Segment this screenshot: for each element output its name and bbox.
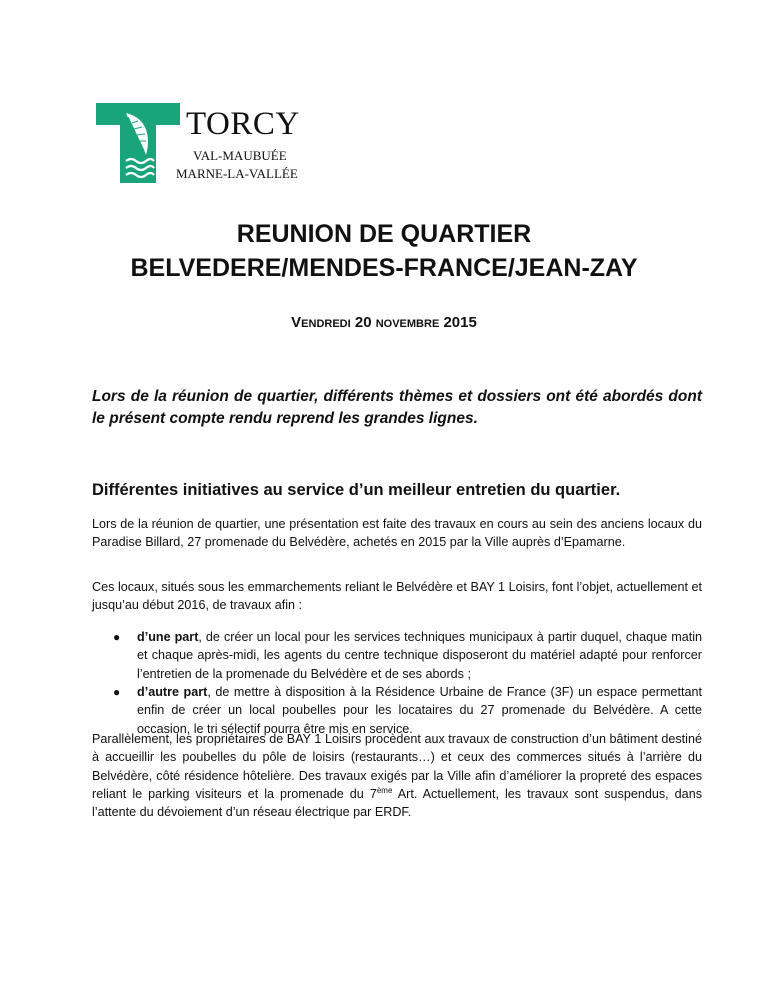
bullet-dot-icon: ● xyxy=(113,630,121,644)
document-title-line-2: BELVEDERE/MENDES-FRANCE/JEAN-ZAY xyxy=(130,254,638,282)
date-weekday: Vendredi xyxy=(291,314,351,331)
logo-subtitle-2: MARNE-LA-VALLÉE xyxy=(176,166,298,181)
logo-subtitle-1: VAL-MAUBUÉE xyxy=(193,148,287,163)
paragraph-3 xyxy=(92,730,702,821)
bullet-lead-2: d’autre part xyxy=(137,685,208,699)
intro-paragraph: Lors de la réunion de quartier, différents thèmes et dossiers ont été abordés dont le présent compte rendu reprend les grandes lignes. xyxy=(92,388,702,427)
ordinal-superscript: ème xyxy=(376,785,393,795)
bullet-dot-icon: ● xyxy=(113,685,121,699)
date-year: 2015 xyxy=(443,314,477,331)
date-day: 20 xyxy=(354,314,372,331)
bullet-text-1: , de créer un local pour les services techniques municipaux à partir duquel, chaque matin et chaque après-midi, les agents du centre technique disposeront du matériel adapté pour renforcer l’entretien de la promenade du Belvédère et de ses abords ; xyxy=(137,630,703,681)
bullet-lead-1: d’une part xyxy=(137,630,199,644)
section-heading: Différentes initiatives au service d’un meilleur entretien du quartier. xyxy=(92,481,621,499)
paragraph-1: Lors de la réunion de quartier, une présentation est faite des travaux en cours au sein des anciens locaux du Paradise Billard, 27 promenade du Belvédère, achetés en 2015 par la Ville auprès d’Epamarne. xyxy=(92,517,702,550)
logo-name: TORCY xyxy=(186,106,300,142)
torcy-t-emblem-icon xyxy=(96,103,180,183)
bullet-text-2: , de mettre à disposition à la Résidence Urbaine de France (3F) un espace permettant enfin de créer un local poubelles pour les locataires du 27 promenade du Belvédère. A cette occasion, le tri sélectif pourra être mis en service. xyxy=(137,685,702,736)
paragraph-2: Ces locaux, situés sous les emmarchements reliant le Belvédère et BAY 1 Loisirs, font l’objet, actuellement et jusqu’au début 2016, de travaux afin : xyxy=(92,580,702,613)
torcy-logo xyxy=(96,103,316,185)
bullet-item-1 xyxy=(137,628,702,683)
paragraph-3-part-b: Art. Actuellement, les travaux sont suspendus, dans l’attente du dévoiement d’un réseau électrique par ERDF. xyxy=(92,786,702,820)
date-month: novembre xyxy=(375,314,440,331)
meeting-date xyxy=(0,314,768,332)
document-title-line-1: REUNION DE QUARTIER xyxy=(236,220,532,248)
paragraph-3-part-a: Parallèlement, les propriétaires de BAY 1 Loisirs procèdent aux travaux de construction d’un bâtiment destiné à accueillir les poubelles du pôle de loisirs (restaurants…) et ceux des commerces situés à l’arrière du Belvédère, côté résidence hôtelière. Des travaux exigés par la Ville afin d’améliorer la propreté des espaces reliant le parking visiteurs et la promenade du 7 xyxy=(92,732,702,801)
